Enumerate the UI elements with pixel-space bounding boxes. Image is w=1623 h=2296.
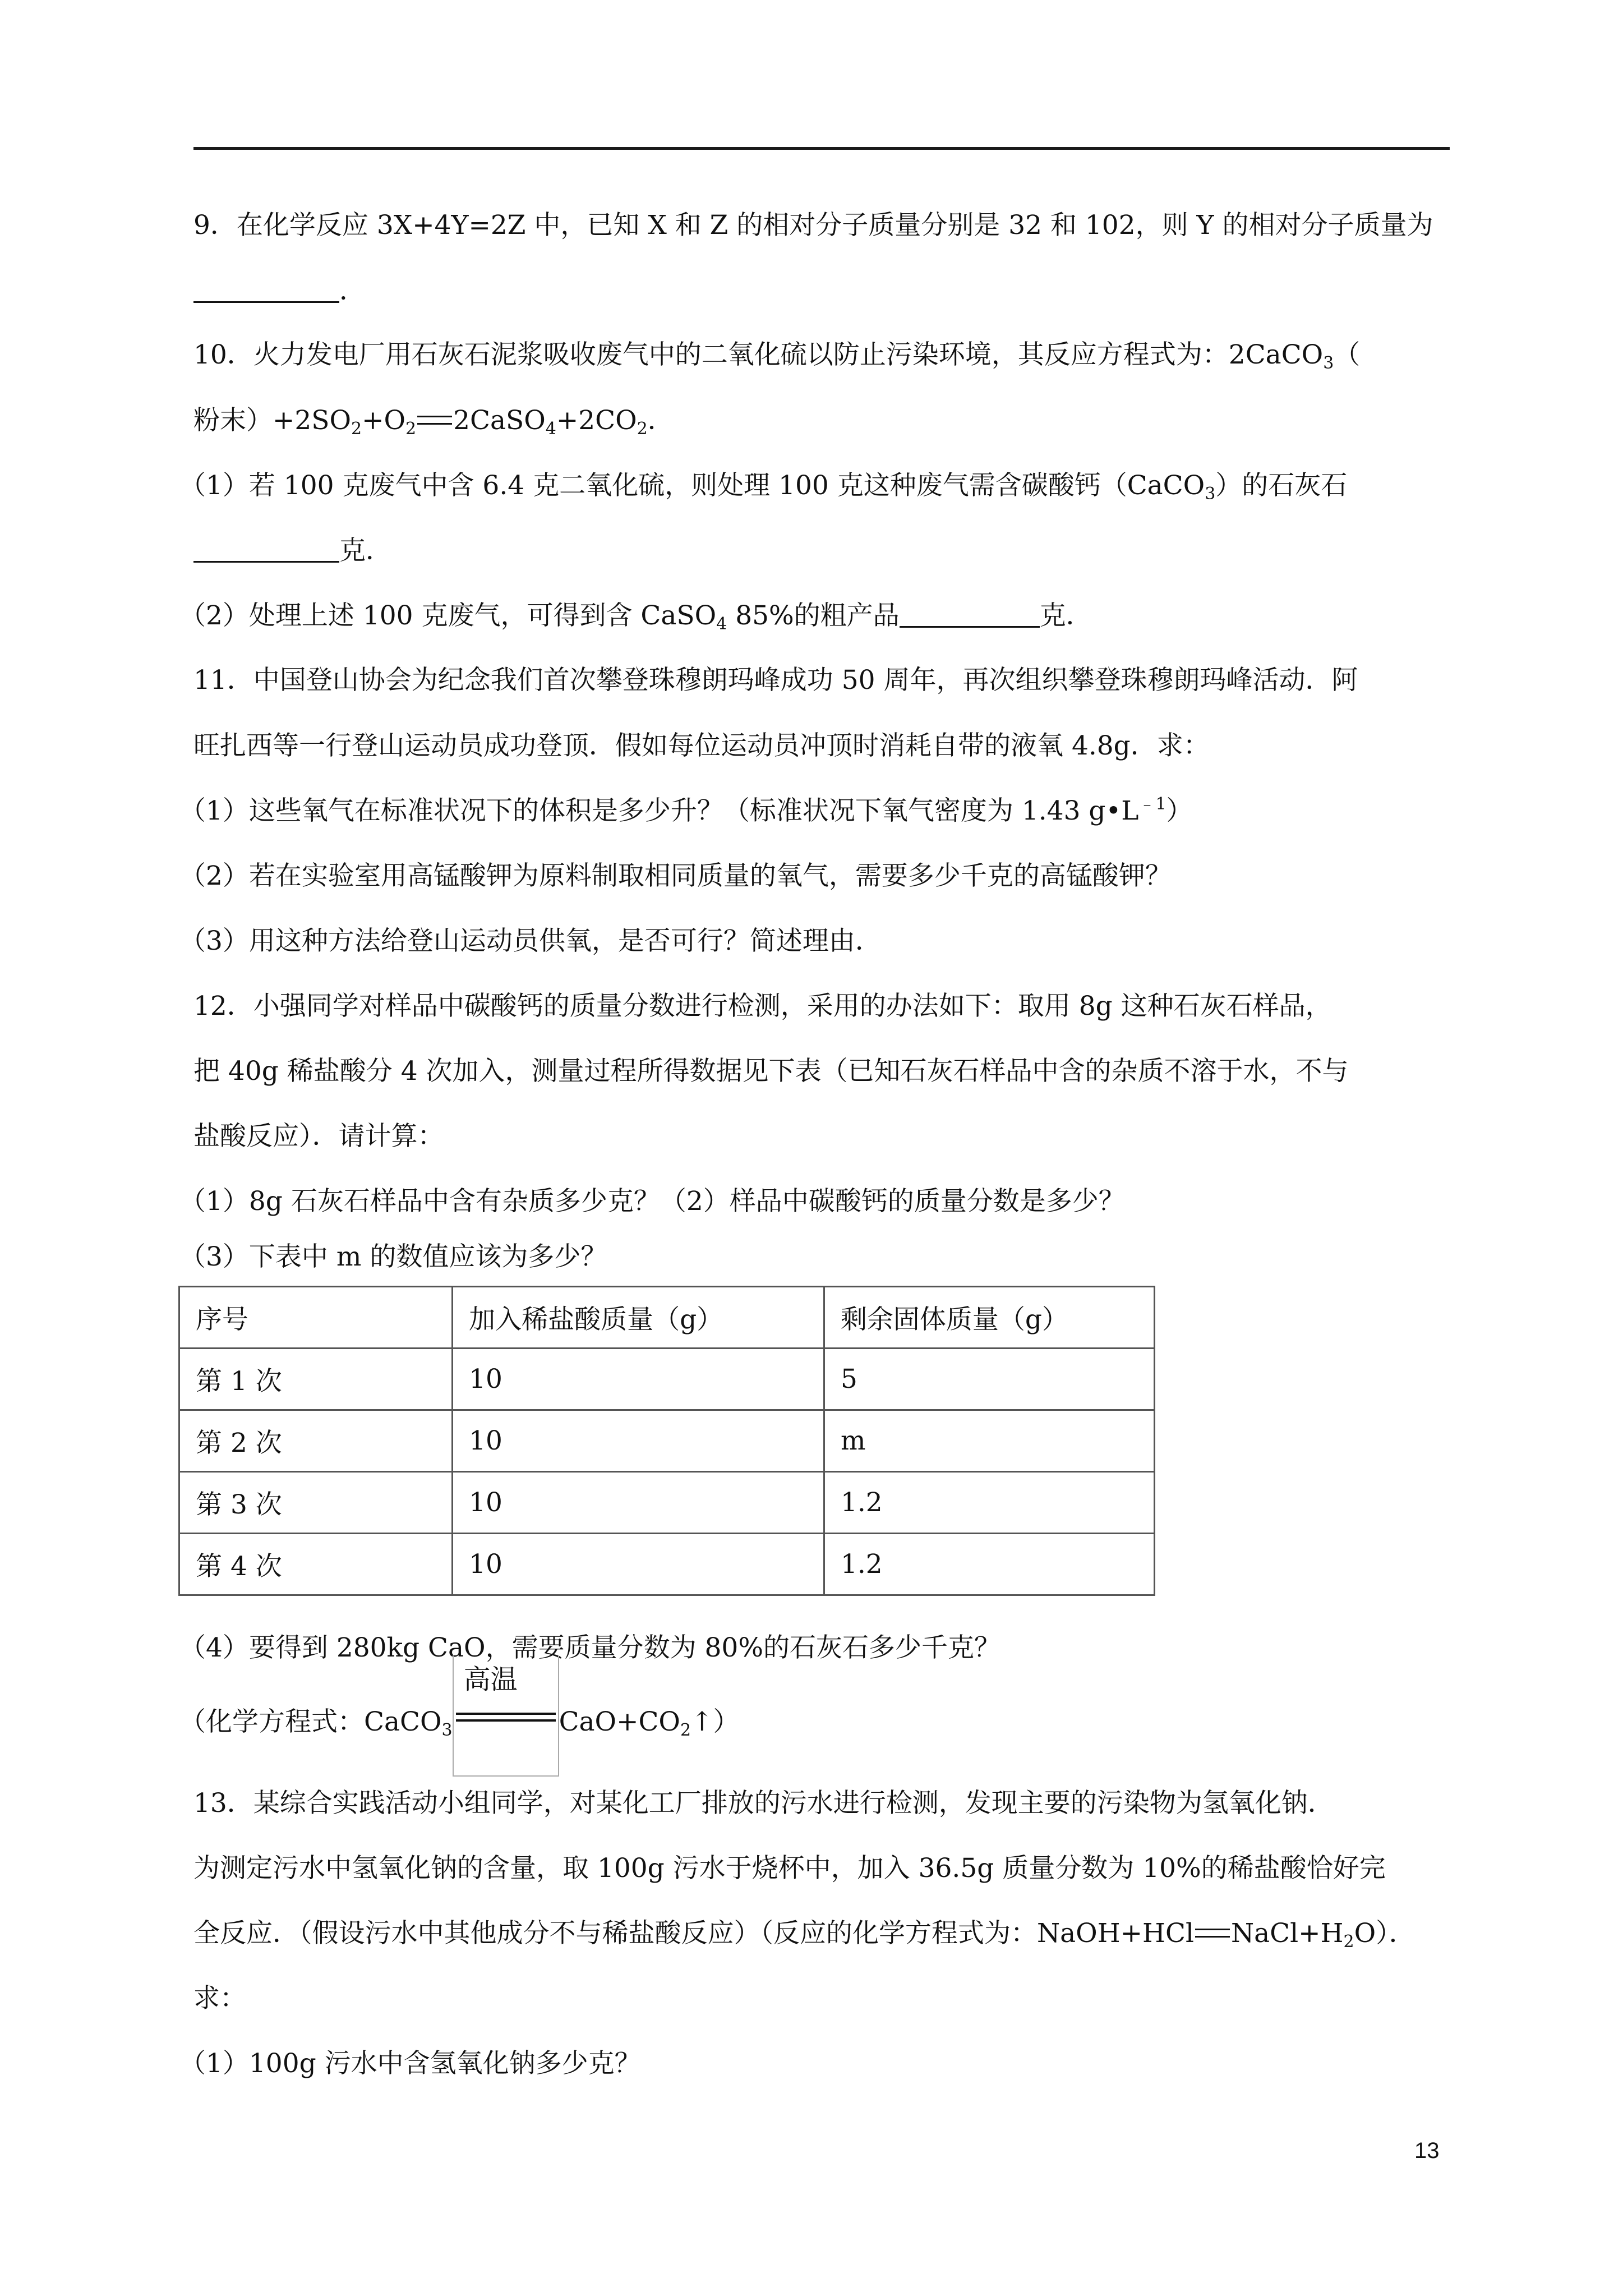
data-table [178, 1286, 1155, 1596]
table-cell: 10 [453, 1410, 824, 1472]
table-header-cell: 剩余固体质量（g） [824, 1287, 1154, 1349]
q12-part4: （4）要得到 280kg CaO，需要质量分数为 80%的石灰石多少千克？ [179, 1632, 1000, 1663]
q11-line2: 旺扎西等一行登山运动员成功登顶．假如每位运动员冲顶时消耗自带的液氧 4.8g．求： [193, 730, 1210, 761]
table-row [179, 1410, 1155, 1472]
q11-part1: （1）这些氧气在标准状况下的体积是多少升？（标准状况下氧气密度为 1.43 $g•L^{﹣1}$） [179, 794, 1193, 826]
table-cell: 10 [453, 1349, 824, 1410]
table-row [179, 1349, 1155, 1410]
table-cell: 第 1 次 [179, 1349, 453, 1410]
q12-equation: （化学方程式：CaCO$_3$ 高温 $CaO+CO_2↑$） [179, 1704, 1436, 1740]
q13-line3: 全反应．（假设污水中其他成分不与稀盐酸反应）（反应的化学方程式为：NaOH+HCl $NaCl+H_2O$）． [193, 1918, 1415, 1952]
condition-equal-sign [456, 1713, 556, 1722]
table-header-cell: 加入稀盐酸质量（g） [453, 1287, 824, 1349]
answer-blank[interactable] [900, 604, 1040, 628]
q13-part1: （1）100g 污水中含氢氧化钠多少克？ [179, 2048, 641, 2079]
table-cell: 第 3 次 [179, 1472, 453, 1534]
table-cell: 第 2 次 [179, 1410, 453, 1472]
q13-line1: 13．某综合实践活动小组同学，对某化工厂排放的污水进行检测，发现主要的污染物为氢氧化钠． [193, 1788, 1334, 1819]
q12-parts-1-2: （1）8g 石灰石样品中含有杂质多少克？（2）样品中碳酸钙的质量分数是多少？ [179, 1186, 1125, 1217]
answer-blank[interactable] [193, 539, 339, 563]
q12-line2: 把 40g 稀盐酸分 4 次加入，测量过程所得数据见下表（已知石灰石样品中含的杂质不溶于水，不与 [193, 1056, 1349, 1087]
q12-line1: 12．小强同学对样品中碳酸钙的质量分数进行检测，采用的办法如下：取用 8g 这种石灰石样品， [193, 991, 1332, 1022]
q12-line3: 盐酸反应）．请计算： [193, 1121, 444, 1152]
double-equal-sign [417, 416, 452, 425]
reaction-condition [453, 1664, 559, 1732]
condition-label: 高温 [463, 1664, 518, 1695]
q9-text: 9．在化学反应 3X+4Y=2Z 中，已知 X 和 Z 的相对分子质量分别是 32 和 102，则 Y 的相对分子质量为 [193, 210, 1433, 241]
table-cell: m [824, 1410, 1154, 1472]
q10-part1: （1）若 100 克废气中含 6.4 克二氧化硫，则处理 100 克这种废气需含碳酸钙（CaCO$_3$）的石灰石 [179, 470, 1348, 504]
table-cell: 10 [453, 1534, 824, 1595]
q11-part2: （2）若在实验室用高锰酸钾为原料制取相同质量的氧气，需要多少千克的高锰酸钾？ [179, 861, 1172, 891]
q10-part2: （2）处理上述 100 克废气，可得到含 CaSO$_4$ 85%的粗产品 克． [179, 600, 1092, 634]
q13-line4: 求： [193, 1983, 246, 2014]
table-header-cell: 序号 [179, 1287, 453, 1349]
q10-part1-answer: 克． [193, 533, 1450, 569]
table-cell: 5 [824, 1349, 1154, 1410]
table-row [179, 1472, 1155, 1534]
table-header-row [179, 1287, 1155, 1349]
q10-line2: 粉末）$+2SO_2+O_2$ $2CaSO_4+2CO_2$． [193, 405, 674, 439]
table-row [179, 1534, 1155, 1595]
page-number: 13 [1414, 2138, 1440, 2163]
table-cell: 1.2 [824, 1472, 1154, 1534]
q12-part3: （3）下表中 m 的数值应该为多少？ [179, 1241, 607, 1272]
q11-part3: （3）用这种方法给登山运动员供氧，是否可行？简述理由． [179, 926, 882, 956]
answer-blank[interactable] [193, 279, 339, 303]
table-cell: 1.2 [824, 1534, 1154, 1595]
table-cell: 第 4 次 [179, 1534, 453, 1595]
q11-line1: 11．中国登山协会为纪念我们首次攀登珠穆朗玛峰成功 50 周年，再次组织攀登珠穆朗玛峰活动．阿 [193, 665, 1358, 696]
header-rule [193, 147, 1450, 150]
q9-answer-line: ． [193, 273, 1450, 309]
double-equal-sign [1195, 1929, 1230, 1938]
q10-line1: 10．火力发电厂用石灰石泥浆吸收废气中的二氧化硫以防止污染环境，其反应方程式为：2CaCO$_3$（ [193, 339, 1361, 373]
table-cell: 10 [453, 1472, 824, 1534]
q13-line2: 为测定污水中氢氧化钠的含量，取 100g 污水于烧杯中，加入 36.5g 质量分数为 10%的稀盐酸恰好完 [193, 1853, 1386, 1884]
